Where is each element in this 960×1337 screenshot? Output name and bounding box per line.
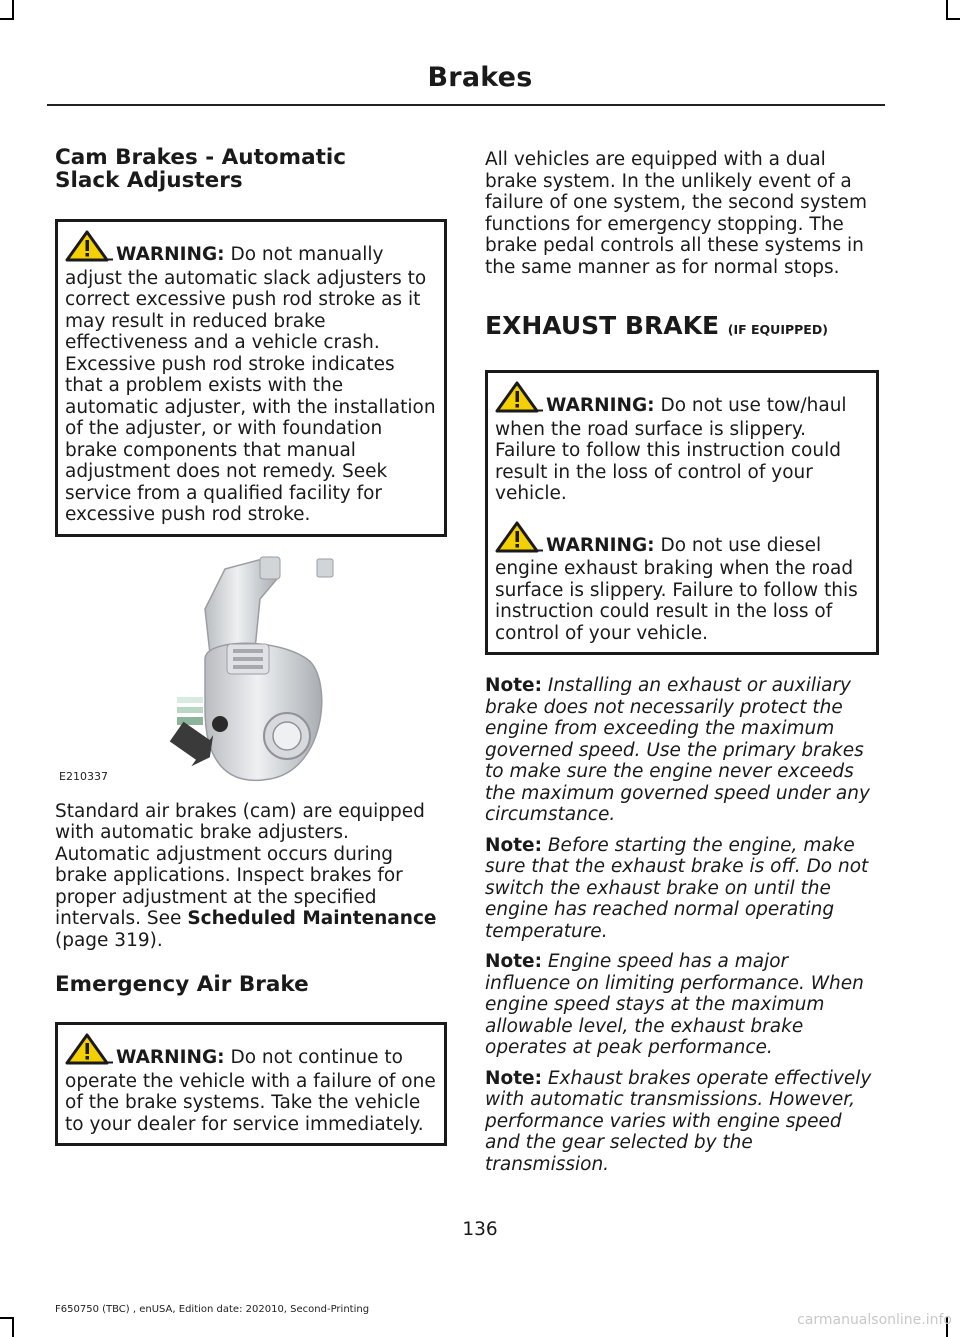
note-text: Before starting the engine, make sure that the exhaust brake is off. Do not switch the exhaust brake on until the engine has reached normal operating temperature. xyxy=(485,834,869,942)
warning-label: WARNING: xyxy=(116,244,225,265)
warning-label: WARNING: xyxy=(546,534,655,556)
note-label: Note: xyxy=(485,951,542,972)
warning-item xyxy=(65,1033,437,1135)
warning-item xyxy=(495,521,869,645)
heading-main: EXHAUST BRAKE xyxy=(485,311,720,340)
page-number: 136 xyxy=(462,1219,498,1240)
note xyxy=(485,835,879,943)
crop-mark xyxy=(946,0,948,20)
body-paragraph xyxy=(55,801,447,952)
header-divider xyxy=(47,104,885,106)
note-label: Note: xyxy=(485,675,542,696)
heading-cam-brakes: Cam Brakes - Automatic Slack Adjusters xyxy=(55,145,346,193)
section-title: Brakes xyxy=(427,62,533,93)
note-text: Engine speed has a major influence on limiting performance. When engine speed stays at the maximum allowable level, the exhaust brake operates at peak performance. xyxy=(485,951,864,1058)
page-reference: (page 319). xyxy=(55,929,163,951)
body-text: Standard air brakes (cam) are equipped with automatic brake adjusters. Automatic adjustment occurs during brake applications. Inspect brakes for proper adjustment at the specified intervals. See xyxy=(55,800,425,929)
crop-mark xyxy=(946,18,960,20)
note-label: Note: xyxy=(485,1067,542,1089)
warning-triangle-icon xyxy=(495,521,543,559)
crop-mark xyxy=(12,0,14,20)
footer-text: F650750 (TBC) , enUSA, Edition date: 202010, Second-Printing xyxy=(55,1304,370,1315)
slack-adjuster-figure xyxy=(55,549,447,789)
watermark: carmanualsonline.info xyxy=(797,1312,952,1328)
warning-item xyxy=(65,230,437,526)
note xyxy=(485,675,879,826)
heading-exhaust-brake xyxy=(485,312,879,344)
warning-text: Do not manually adjust the automatic slack adjusters to correct excessive push rod stroke as it may result in reduced brake effectiveness and a vehicle crash. Excessive push rod stroke indicates that a problem exists with the automatic adjuster, with the installation of the adjuster, or with foundation brake components that manual adjustment does not remedy. Seek service from a qualified facility for excessive push rod stroke. xyxy=(65,244,436,525)
note xyxy=(485,1068,879,1176)
heading-suffix: (IF EQUIPPED) xyxy=(727,322,828,337)
warning-label: WARNING: xyxy=(546,395,655,416)
warning-triangle-icon xyxy=(65,1033,113,1071)
heading-emergency-air-brake: Emergency Air Brake xyxy=(55,972,309,997)
figure-id: E210337 xyxy=(59,769,108,783)
warning-item xyxy=(495,381,869,505)
warning-label: WARNING: xyxy=(116,1047,225,1068)
warning-text: Do not use tow/haul when the road surface is slippery. Failure to follow this instruction could result in the loss of control of your vehicle. xyxy=(495,395,847,504)
crop-mark xyxy=(12,1317,14,1337)
left-column xyxy=(55,146,447,1146)
note-text: Installing an exhaust or auxiliary brake does not necessarily protect the engine from exceeding the maximum governed speed. Use the primary brakes to make sure the engine never exceeds the maximum governed speed under any circumstance. xyxy=(485,675,870,825)
cross-reference-link[interactable]: Scheduled Maintenance xyxy=(187,908,437,929)
right-column xyxy=(485,149,879,1175)
warning-box xyxy=(55,219,447,537)
intro-paragraph: All vehicles are equipped with a dual brake system. In the unlikely event of a failure of one system, the second system functions for emergency stopping. The brake pedal controls all these systems in the same manner as for normal stops. xyxy=(485,149,867,278)
crop-mark xyxy=(0,18,14,20)
warning-box xyxy=(485,370,879,655)
warning-text: Do not use diesel engine exhaust braking when the road surface is slippery. Failure to follow this instruction could result in the loss of control of your vehicle. xyxy=(495,534,858,644)
warning-triangle-icon xyxy=(495,381,543,419)
warning-triangle-icon xyxy=(65,230,113,268)
note-text: Exhaust brakes operate effectively with automatic transmissions. However, performance varies with engine speed and the gear selected by the transmission. xyxy=(485,1067,872,1175)
note xyxy=(485,951,879,1059)
warning-text: Do not continue to operate the vehicle with a failure of one of the brake systems. Take the vehicle to your dealer for service immediately. xyxy=(65,1047,436,1135)
slack-adjuster-illustration xyxy=(55,549,447,789)
crop-mark xyxy=(0,1317,14,1319)
warning-box xyxy=(55,1022,447,1146)
note-label: Note: xyxy=(485,834,542,856)
